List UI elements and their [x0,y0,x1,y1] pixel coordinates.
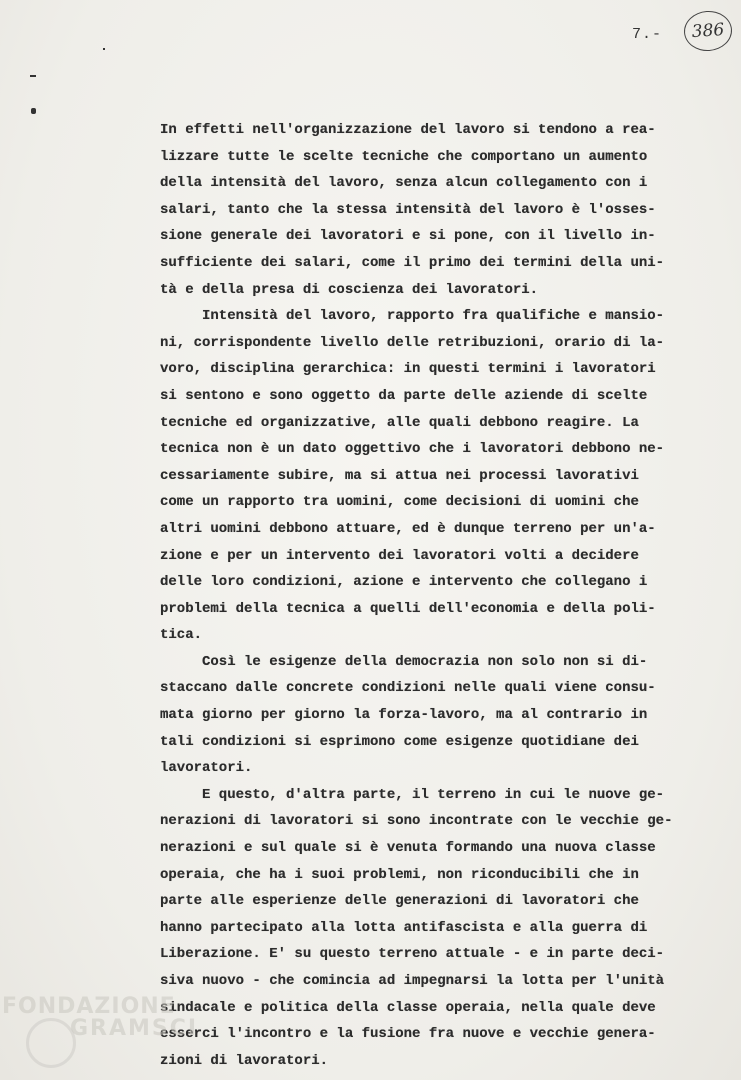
text-line: lizzare tutte le scelte tecniche che comportano un aumento [160,148,648,165]
text-line: Liberazione. E' su questo terreno attuale - e in parte deci- [160,946,665,963]
text-line: della intensità del lavoro, senza alcun collegamento con i [160,175,648,192]
ink-mark [103,48,105,50]
text-line: siva nuovo - che comincia ad impegnarsi la lotta per l'unità [160,973,665,989]
text-line: salari, tanto che la stessa intensità del lavoro è l'osses- [160,201,656,218]
typewritten-body [160,117,720,1074]
watermark [2,996,198,1040]
text-line: tà e della presa di coscienza dei lavoratori. [160,281,539,298]
text-line: E questo, d'altra parte, il terreno in cui le nuove ge- [160,786,665,803]
ink-mark [31,108,36,114]
text-line: zioni di lavoratori. [160,1052,329,1069]
text-line: nerazioni e sul quale si è venuta formando una nuova classe [160,840,656,857]
text-line: operaia, che ha i suoi problemi, non riconducibili che in [160,866,639,883]
text-line: sufficiente dei salari, come il primo dei termini della uni- [160,254,665,271]
text-line: zione e per un intervento dei lavoratori volti a decidere [160,547,639,564]
text-line: staccano dalle concrete condizioni nelle quali viene consu- [160,680,656,697]
text-line: lavoratori. [160,760,253,777]
text-line: si sentono e sono oggetto da parte delle aziende di scelte [160,387,648,404]
text-line: mata giorno per giorno la forza-lavoro, ma al contrario in [160,707,648,724]
text-line: ni, corrispondente livello delle retribuzioni, orario di la- [160,334,665,351]
watermark-line-2: GRAMSCI [70,1016,199,1041]
text-line: Così le esigenze della democrazia non solo non si di- [160,653,648,670]
text-line: sindacale e politica della classe operaia, nella quale deve [160,999,656,1016]
text-line: come un rapporto tra uomini, come decisioni di uomini che [160,494,639,511]
text-line: tali condizioni si esprimono come esigenze quotidiane dei [160,733,639,750]
text-line: nerazioni di lavoratori si sono incontrate con le vecchie ge- [160,813,673,830]
text-line: sione generale dei lavoratori e si pone, con il livello in- [160,228,656,245]
text-line: cessariamente subire, ma si attua nei processi lavorativi [160,467,639,484]
ink-mark [30,75,36,77]
text-line: problemi della tecnica a quelli dell'economia e della poli- [160,600,656,617]
text-line: tecnica non è un dato oggettivo che i lavoratori debbono ne- [160,441,665,458]
text-line: hanno partecipato alla lotta antifascista e alla guerra di [160,919,648,936]
watermark-line-1: FONDAZIONE [2,994,176,1019]
text-line: esserci l'incontro e la fusione fra nuove e vecchie genera- [160,1026,656,1043]
text-line: Intensità del lavoro, rapporto fra qualifiche e mansio- [160,308,665,325]
text-line: In effetti nell'organizzazione del lavoro si tendono a rea- [160,122,656,138]
text-line: tecniche ed organizzative, alle quali debbono reagire. La [160,414,639,431]
text-line: voro, disciplina gerarchica: in questi termini i lavoratori [160,361,656,378]
text-line: parte alle esperienze delle generazioni di lavoratori che [160,893,639,910]
text-line: tica. [160,627,203,644]
text-line: delle loro condizioni, azione e intervento che collegano i [160,574,648,591]
archive-number-stamp: 386 [683,9,734,52]
text-line: altri uomini debbono attuare, ed è dunque terreno per un'a- [160,520,656,537]
page-number: 7.- [632,26,663,43]
